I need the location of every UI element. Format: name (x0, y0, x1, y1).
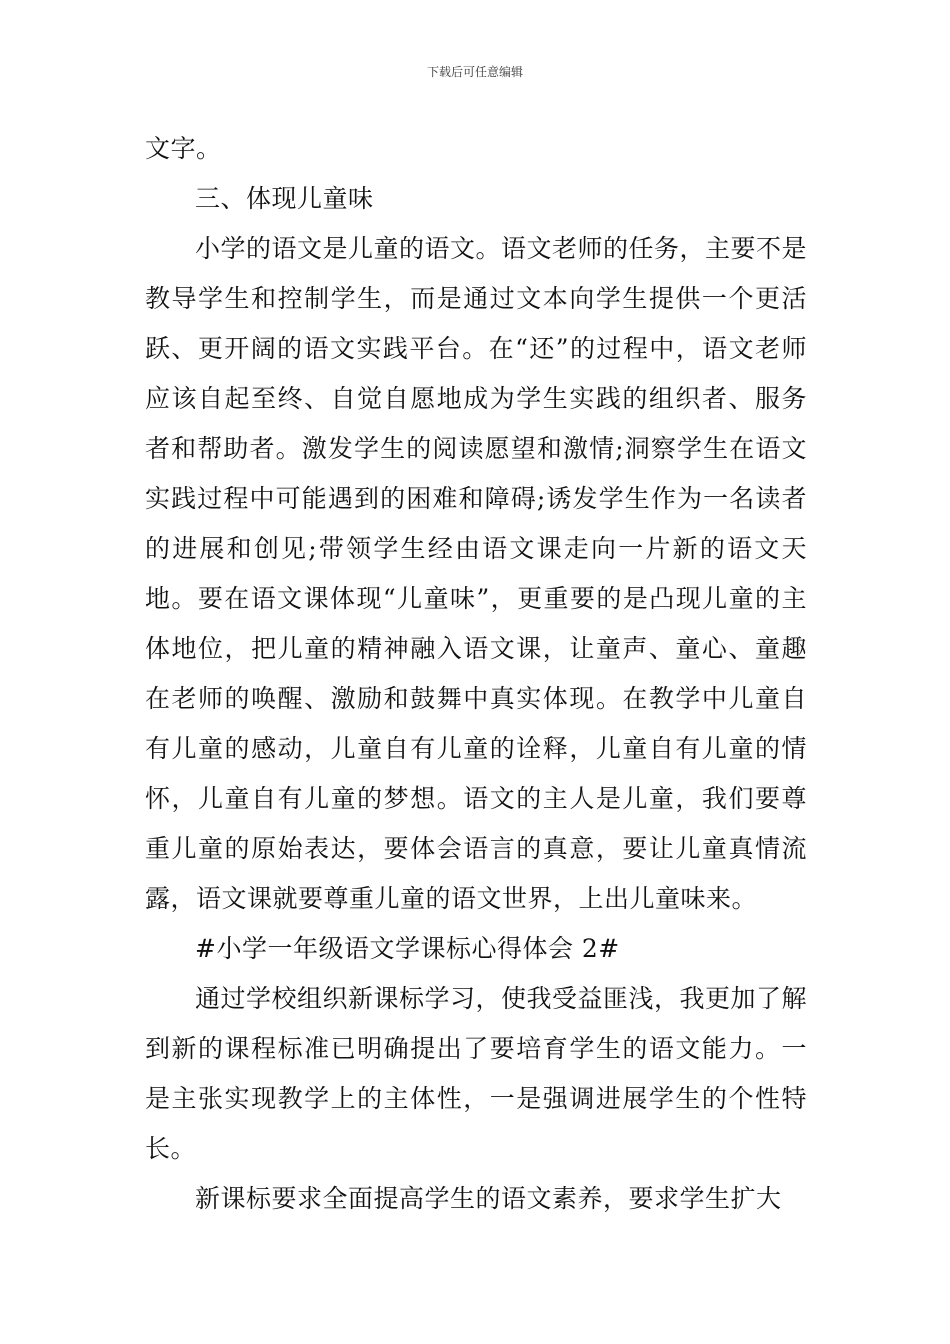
section-heading: 三、体现儿童味 (195, 184, 374, 213)
article-title: #小学一年级语文学课标心得体会 2# (195, 934, 620, 963)
paragraph: 小学的语文是儿童的语文。语文老师的任务，主要不是教导学生和控制学生，而是通过文本向学生提供一个更活跃、更开阔的语文实践平台。在“还”的过程中，语文老师应该自起至终、自觉自愿地成为学生实践的组织者、服务者和帮助者。激发学生的阅读愿望和激情;洞察学生在语文实践过程中可能遇到的困难和障碍;诱发学生作为一名读者的进展和创见;带领学生经由语文课走向一片新的语文天地。要在语文课体现“儿童味”，更重要的是凸现儿童的主体地位，把儿童的精神融入语文课，让童声、童心、童趣在老师的唤醒、激励和鼓舞中真实体现。在教学中儿童自有儿童的感动，儿童自有儿童的诠释，儿童自有儿童的情怀，儿童自有儿童的梦想。语文的主人是儿童，我们要尊重儿童的原始表达，要体会语言的真意，要让儿童真情流露，语文课就要尊重儿童的语文世界，上出儿童味来。 (145, 234, 808, 913)
paragraph-continuation: 文字。 (145, 134, 222, 163)
document-body (145, 124, 807, 1224)
paragraph: 新课标要求全面提高学生的语文素养，要求学生扩大 (195, 1184, 782, 1213)
paragraph: 通过学校组织新课标学习，使我受益匪浅，我更加了解到新的课程标准已明确提出了要培育学生的语文能力。一是主张实现教学上的主体性，一是强调进展学生的个性特长。 (145, 984, 808, 1163)
page-header-note: 下载后可任意编辑 (426, 65, 523, 79)
